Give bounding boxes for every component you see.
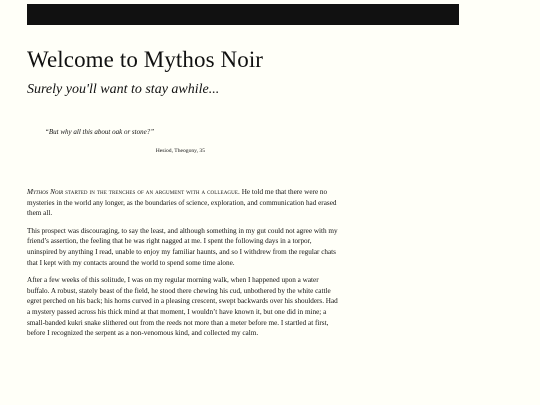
paragraph-1: [27, 187, 340, 219]
paragraph-3: After a few weeks of this solitude, I was on my regular morning walk, when I happened upon a water buffalo. A robust, stately beast of the field, he stood there chewing his cud, unbothered by the white cattle egret perched on his back; his horns curved in a pleasing crescent, swept backwards over his shoulders. Had a mystery passed across his thick mind at that moment, I wouldn’t have known it, but one did in mine; a small-banded kukri snake slithered out from the reeds not more than a meter before me. I startled at first, before I recognized the serpent as a non-venomous kind, and collected my calm.: [27, 276, 338, 338]
article-body: [27, 187, 340, 346]
epigraph-quote: “But why all this about oak or stone?”: [45, 128, 155, 136]
lead-smallcaps: started in the trenches of an argument with a colleague.: [63, 188, 240, 196]
paragraph-2: This prospect was discouraging, to say the least, and although something in my gut could not agree with my friend’s assertion, the feeling that he was right nagged at me. I spent the following days in a torpor, uninspired by anything I read, unable to enjoy my familiar haunts, and so I withdrew from the regular chats that I kept with my contacts around the world to spend some time alone.: [27, 226, 338, 267]
epigraph-citation: Hesiod, Theogony, 35: [155, 148, 205, 154]
top-header-bar: [27, 4, 459, 25]
page-title: Welcome to Mythos Noir: [27, 47, 264, 72]
lead-title: Mythos Noir: [27, 188, 64, 196]
epigraph: [45, 128, 215, 155]
page-subtitle: Surely you'll want to stay awhile...: [27, 82, 220, 97]
paragraph-1-text: He told me that there were no mysteries in the world any longer, as the boundaries of science, exploration, and communication had erased them all.: [27, 188, 337, 218]
